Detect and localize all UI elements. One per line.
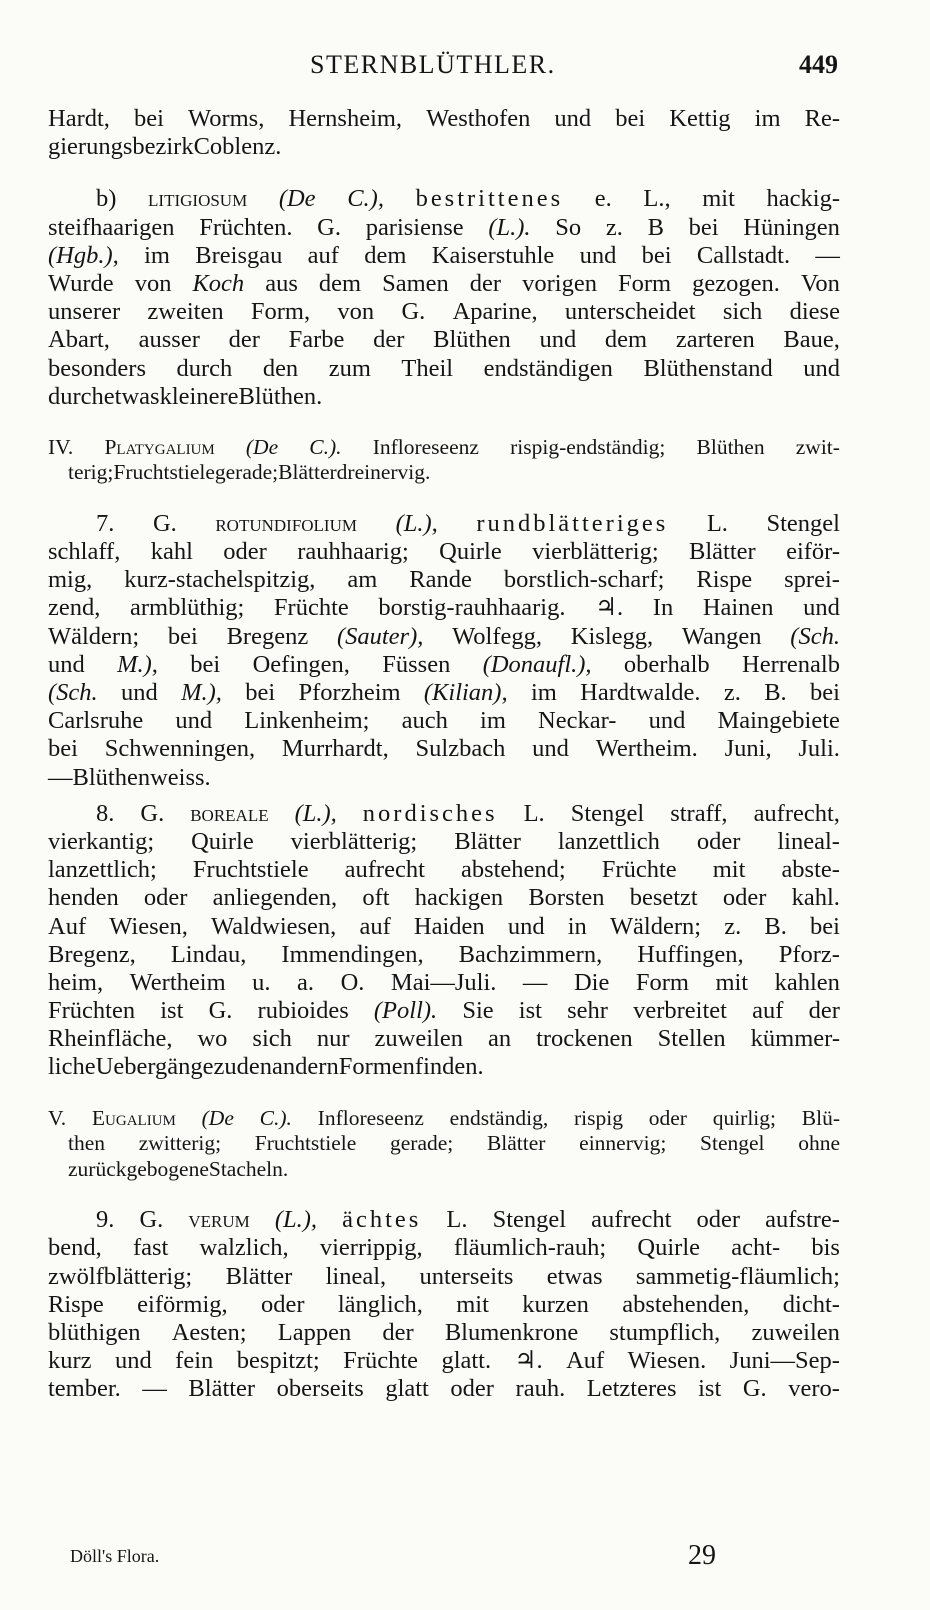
text-line: IV. Platygalium (De C.). Infloreseenz rispig-endständig; Blüthen zwit- xyxy=(48,434,840,459)
text-line: 8. G. boreale (L.), nordisches L. Stengel straff, aufrecht, xyxy=(96,799,840,827)
page-body xyxy=(48,105,840,1403)
paragraph-hardt xyxy=(48,105,840,161)
perennial-symbol: ♃. xyxy=(595,594,624,622)
text-line: unserer zweiten Form, von G. Aparine, unterscheidet sich diese xyxy=(48,298,840,326)
text-line: Wäldern; bei Bregenz (Sauter), Wolfegg, Kislegg, Wangen (Sch. xyxy=(48,622,840,650)
entry-galium-verum xyxy=(48,1206,840,1403)
text-line: schlaff, kahl oder rauhhaarig; Quirle vierblätterig; Blätter eiför- xyxy=(48,538,840,566)
page-number: 449 xyxy=(799,50,838,79)
text-line: Hardt, bei Worms, Hernsheim, Westhofen und bei Kettig im Re- xyxy=(48,105,840,132)
text-line: lanzettlich; Fruchtstiele aufrecht abstehend; Früchte mit abste- xyxy=(48,856,840,884)
text-line: mig, kurz-stachelspitzig, am Rande borstlich-scharf; Rispe sprei- xyxy=(48,566,840,594)
section-eugalium xyxy=(48,1106,840,1183)
text-line: heim, Wertheim u. a. O. Mai—Juli. — Die Form mit kahlen xyxy=(48,968,840,996)
text-line: 9. G. verum (L.), ächtes L. Stengel aufrecht oder aufstre- xyxy=(96,1206,840,1234)
text-line: zwölfblätterig; Blätter lineal, unterseits etwas sammetig-fläumlich; xyxy=(48,1262,840,1290)
text-line: blüthigen Aesten; Lappen der Blumenkrone stumpflich, zuweilen xyxy=(48,1318,840,1346)
text-line: und M.), bei Oefingen, Füssen (Donaufl.), oberhalb Herrenalb xyxy=(48,650,840,678)
text-line: Früchten ist G. rubioides (Poll). Sie ist sehr verbreitet auf der xyxy=(48,997,840,1025)
text-line: bend, fast walzlich, vierrippig, fläumlich-rauh; Quirle acht- bis xyxy=(48,1234,840,1262)
paragraph-litigiosum xyxy=(48,185,840,411)
text-line: Carlsruhe und Linkenheim; auch im Neckar- und Maingebiete xyxy=(48,707,840,735)
text-line: (Sch. und M.), bei Pforzheim (Kilian), im Hardtwalde. z. B. bei xyxy=(48,679,840,706)
text-line: liche Uebergänge zu den andern Formen finden. xyxy=(48,1053,484,1081)
text-line: V. Eugalium (De C.). Infloreseenz endständig, rispig oder quirlig; Blü- xyxy=(48,1105,840,1130)
text-line: henden oder anliegenden, oft hackigen Borsten besetzt oder kahl. xyxy=(48,884,840,912)
text-line: kurz und fein bespitzt; Früchte glatt. ♃. Auf Wiesen. Juni—Sep- xyxy=(48,1347,840,1375)
text-line: bei Schwenningen, Murrhardt, Sulzbach und Wertheim. Juni, Juli. xyxy=(48,735,840,763)
text-line: b) litigiosum (De C.), bestrittenes e. L., mit hackig- xyxy=(96,185,840,213)
text-line: vierkantig; Quirle vierblätterig; Blätter lanzettlich oder lineal- xyxy=(48,827,840,855)
page-footer xyxy=(48,1540,838,1586)
text-line: durch etwas kleinere Blüthen. xyxy=(48,382,323,410)
text-line: besonders durch den zum Theil endständigen Blüthenstand und xyxy=(48,354,840,382)
text-line: tember. — Blätter oberseits glatt oder rauh. Letzteres ist G. vero- xyxy=(48,1375,840,1403)
text-line: terig; Fruchtstiele gerade; Blätter dreinervig. xyxy=(68,460,431,485)
text-line: gierungsbezirk Coblenz. xyxy=(48,133,282,161)
text-line: zurückgebogene Stacheln. xyxy=(68,1156,289,1181)
sheet-number: 29 xyxy=(688,1540,716,1571)
text-line: Rispe eiförmig, oder länglich, mit kurzen abstehenden, dicht- xyxy=(48,1290,840,1318)
text-line: — Blüthen weiss. xyxy=(48,763,211,791)
text-line: Abart, ausser der Farbe der Blüthen und dem zarteren Baue, xyxy=(48,326,840,354)
running-title: STERNBLÜTHLER. xyxy=(310,50,556,79)
perennial-symbol: ♃. xyxy=(514,1347,543,1375)
text-line: Bregenz, Lindau, Immendingen, Bachzimmern, Huffingen, Pforz- xyxy=(48,940,840,968)
text-line: Auf Wiesen, Waldwiesen, auf Haiden und in Wäldern; z. B. bei xyxy=(48,912,840,940)
text-line: 7. G. rotundifolium (L.), rundblätteriges L. Stengel xyxy=(96,509,840,537)
text-line: steifhaarigen Früchten. G. parisiense (L.). So z. B bei Hüningen xyxy=(48,213,840,241)
text-line: zend, armblüthig; Früchte borstig-rauhhaarig. ♃. In Hainen und xyxy=(48,594,840,622)
text-line: (Hgb.), im Breisgau auf dem Kaiserstuhle und bei Callstadt. — xyxy=(48,241,840,269)
text-line: then zwitterig; Fruchtstiele gerade; Blätter einnervig; Stengel ohne xyxy=(68,1131,840,1156)
text-line: Wurde von Koch aus dem Samen der vorigen Form gezogen. Von xyxy=(48,269,840,297)
text-line: Rheinfläche, wo sich nur zuweilen an trockenen Stellen kümmer- xyxy=(48,1025,840,1053)
entry-galium-boreale xyxy=(48,800,840,1082)
signature-mark: Döll's Flora. xyxy=(70,1546,160,1566)
entry-galium-rotundifolium xyxy=(48,510,840,792)
section-platygalium xyxy=(48,435,840,486)
page-header xyxy=(48,50,838,90)
